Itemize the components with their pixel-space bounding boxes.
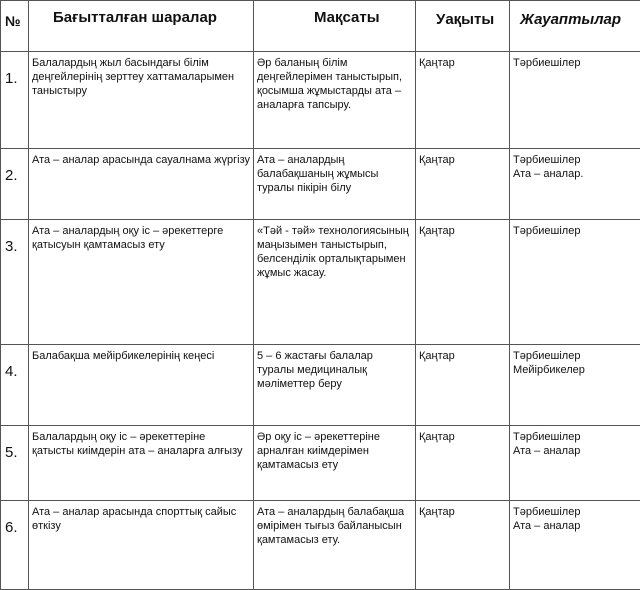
table-row xyxy=(1,220,640,345)
row-goal: «Тәй - тәй» технологиясының маңызымен таныстырып, белсенділік орталықтарымен жұмыс жасау. xyxy=(254,220,416,345)
row-responsible: Тәрбиешілер xyxy=(510,220,640,345)
row-number: 2. xyxy=(1,149,29,220)
row-responsible: Тәрбиешілер Ата – аналар xyxy=(510,501,640,590)
row-direction: Ата – аналардың оқу іс – әрекеттерге қатысуын қамтамасыз ету xyxy=(29,220,254,345)
header-goal: Мақсаты xyxy=(254,1,416,52)
row-goal: Ата – аналардың балабақшаның жұмысы туралы пікірін білу xyxy=(254,149,416,220)
table-row xyxy=(1,501,640,590)
row-direction: Балалардың оқу іс – әрекеттеріне қатысты киімдерін ата – аналарға алғызу xyxy=(29,426,254,501)
header-row xyxy=(1,1,640,52)
table-row xyxy=(1,345,640,426)
row-time: Қаңтар xyxy=(416,220,510,345)
row-number: 6. xyxy=(1,501,29,590)
row-direction: Ата – аналар арасында спорттық сайыс өткізу xyxy=(29,501,254,590)
row-time: Қаңтар xyxy=(416,345,510,426)
row-responsible: Тәрбиешілер Мейірбикелер xyxy=(510,345,640,426)
table-row xyxy=(1,426,640,501)
row-time: Қаңтар xyxy=(416,52,510,149)
row-time: Қаңтар xyxy=(416,501,510,590)
header-no: № xyxy=(1,1,29,52)
row-time: Қаңтар xyxy=(416,149,510,220)
row-number: 3. xyxy=(1,220,29,345)
row-goal: Әр оқу іс – әрекеттеріне арналған киімдерімен қамтамасыз ету xyxy=(254,426,416,501)
header-responsible: Жауаптылар xyxy=(510,1,640,52)
header-time: Уақыты xyxy=(416,1,510,52)
row-goal: Әр баланың білім деңгейлерімен таныстырып, қосымша жұмыстарды ата – аналарға тапсыру. xyxy=(254,52,416,149)
row-number: 1. xyxy=(1,52,29,149)
table-row xyxy=(1,149,640,220)
row-responsible: Тәрбиешілер Ата – аналар. xyxy=(510,149,640,220)
row-number: 5. xyxy=(1,426,29,501)
row-goal: Ата – аналардың балабақша өмірімен тығыз байланысын қамтамасыз ету. xyxy=(254,501,416,590)
row-number: 4. xyxy=(1,345,29,426)
row-responsible: Тәрбиешілер Ата – аналар xyxy=(510,426,640,501)
row-time: Қаңтар xyxy=(416,426,510,501)
table-row xyxy=(1,52,640,149)
row-direction: Балалардың жыл басындағы білім деңгейлерінің зерттеу хаттамаларымен таныстыру xyxy=(29,52,254,149)
row-direction: Ата – аналар арасында сауалнама жүргізу xyxy=(29,149,254,220)
row-goal: 5 – 6 жастағы балалар туралы медициналық мәліметтер беру xyxy=(254,345,416,426)
header-direction: Бағытталған шаралар xyxy=(29,1,254,52)
row-direction: Балабақша мейірбикелерінің кеңесі xyxy=(29,345,254,426)
row-responsible: Тәрбиешілер xyxy=(510,52,640,149)
